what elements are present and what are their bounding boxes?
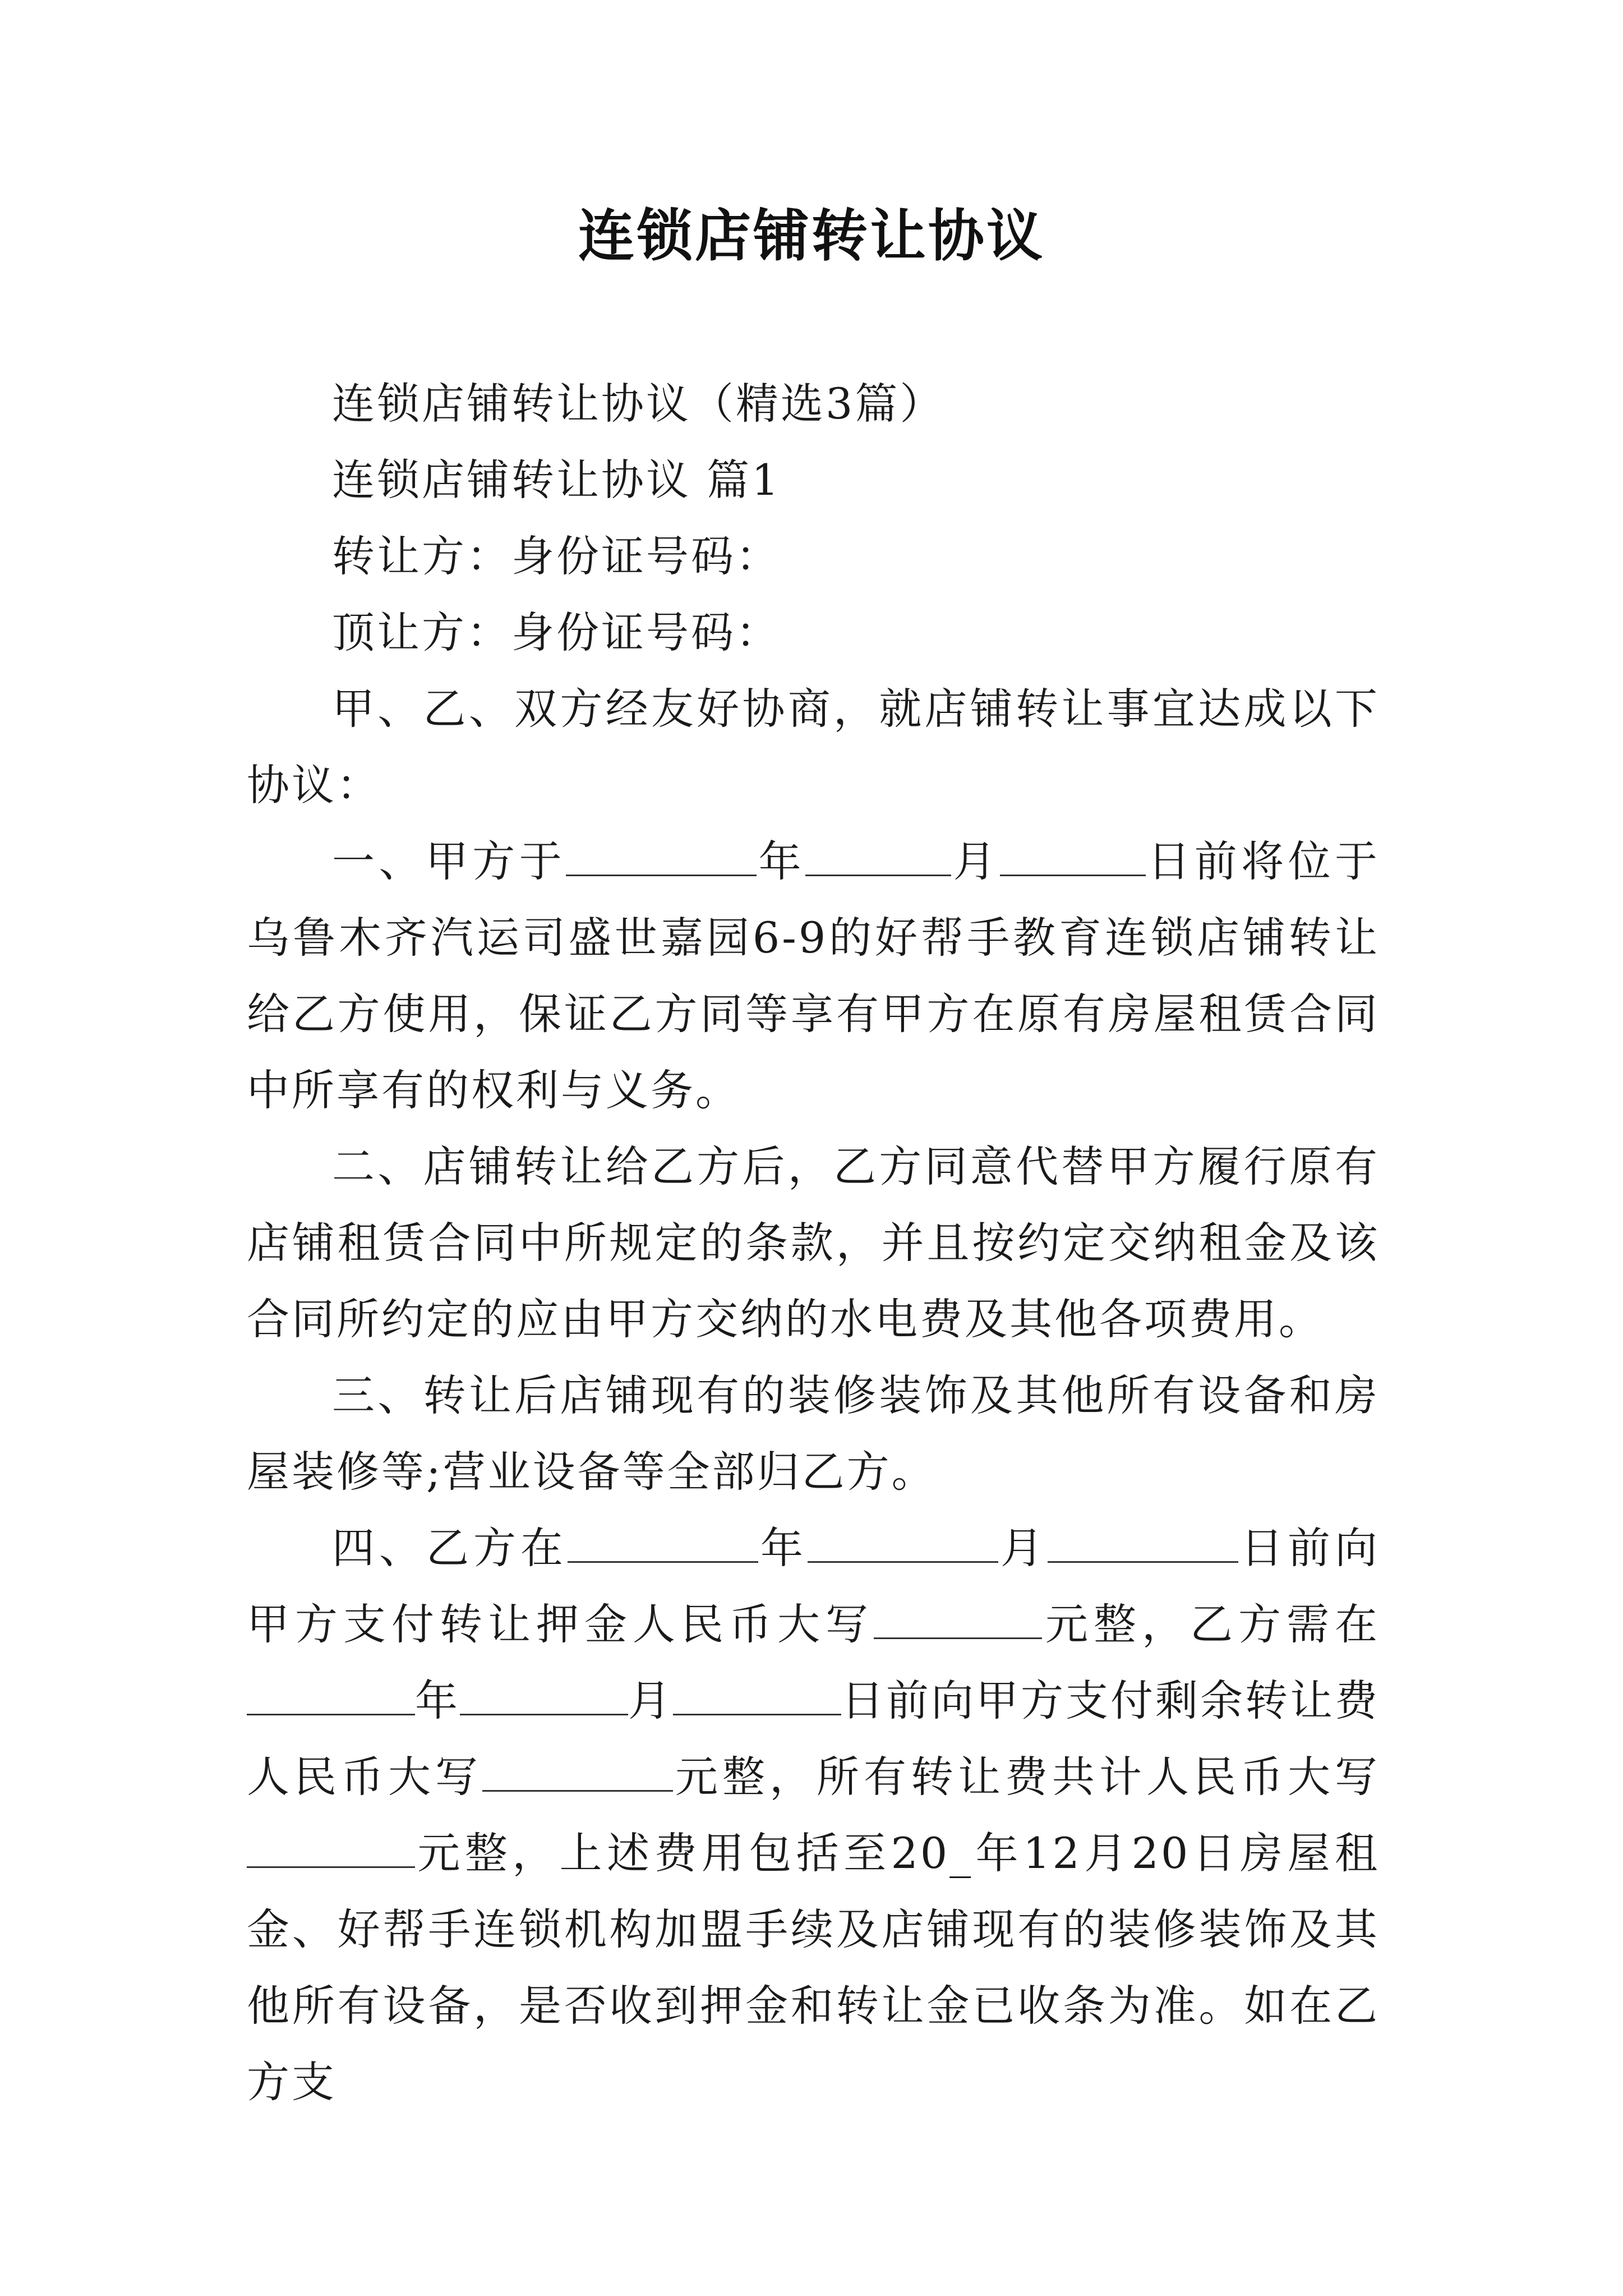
intro-paragraph: 甲、乙、双方经友好协商，就店铺转让事宜达成以下协议： — [247, 684, 1380, 810]
clause-1-text-d: 日前将位于乌鲁木齐汽运司盛世嘉园6-9的好帮手教育连锁店铺转让给乙方使用，保证乙方同等享有甲方在原有房屋租赁合同中所享有的权利与义务。 — [247, 836, 1380, 1115]
transferee-line: 顶让方：身份证号码： — [332, 608, 781, 657]
blank-line — [808, 1525, 998, 1563]
clause-4-text-d: 日前向甲方支付转让押金人民币大写 — [247, 1523, 1380, 1649]
blank-line — [1048, 1525, 1238, 1563]
clause-4-text-j: 元整，上述费用包括至20_年12月20日房屋租金、好帮手连锁机构加盟手续及店铺现有的装修装饰及其他所有设备，是否收到押金和转让金已收条为准。如在乙方支 — [247, 1828, 1380, 2107]
clause-4-text-e: 元整，乙方需在 — [1042, 1599, 1380, 1649]
transferor-line: 转让方：身份证号码： — [332, 531, 781, 581]
clause-4-text-g: 月 — [628, 1676, 673, 1726]
clause-4-text-c: 月 — [998, 1523, 1048, 1573]
blank-line — [568, 1525, 758, 1563]
clause-3: 三、转让后店铺现有的装修装饰及其他所有设备和房屋装修等;营业设备等全部归乙方。 — [247, 1370, 1380, 1497]
blank-line — [566, 839, 757, 876]
clause-4-text-a: 四、乙方在 — [332, 1523, 568, 1573]
subtitle-line: 连锁店铺转让协议（精选3篇） — [332, 379, 945, 429]
clause-4 — [247, 1510, 1380, 2120]
clause-4-text-b: 年 — [758, 1523, 808, 1573]
clause-2: 二、店铺转让给乙方后，乙方同意代替甲方履行原有店铺租赁合同中所规定的条款，并且按约定交纳租金及该合同所约定的应由甲方交纳的水电费及其他各项费用。 — [247, 1142, 1380, 1344]
clause-4-text-f: 年 — [415, 1676, 460, 1726]
clause-1-text-b: 年 — [757, 836, 806, 886]
blank-line — [874, 1602, 1042, 1639]
part-heading: 连锁店铺转让协议 篇1 — [332, 455, 781, 505]
blank-line — [247, 1678, 415, 1715]
document-title: 连锁店铺转让协议 — [578, 203, 1045, 269]
blank-line — [1000, 839, 1146, 876]
clause-1 — [247, 823, 1380, 1129]
clause-4-text-i: 元整，所有转让费共计人民币大写 — [673, 1752, 1380, 1802]
blank-line — [673, 1678, 841, 1715]
clause-4-text-h: 日前向甲方支付剩余转让费人民币大写 — [247, 1676, 1380, 1802]
document-body — [247, 366, 1380, 2120]
blank-line — [460, 1678, 628, 1715]
blank-line — [482, 1754, 673, 1792]
blank-line — [247, 1830, 415, 1868]
blank-line — [805, 839, 951, 876]
clause-1-text-a: 一、甲方于 — [332, 836, 566, 886]
clause-1-text-c: 月 — [951, 836, 1000, 886]
